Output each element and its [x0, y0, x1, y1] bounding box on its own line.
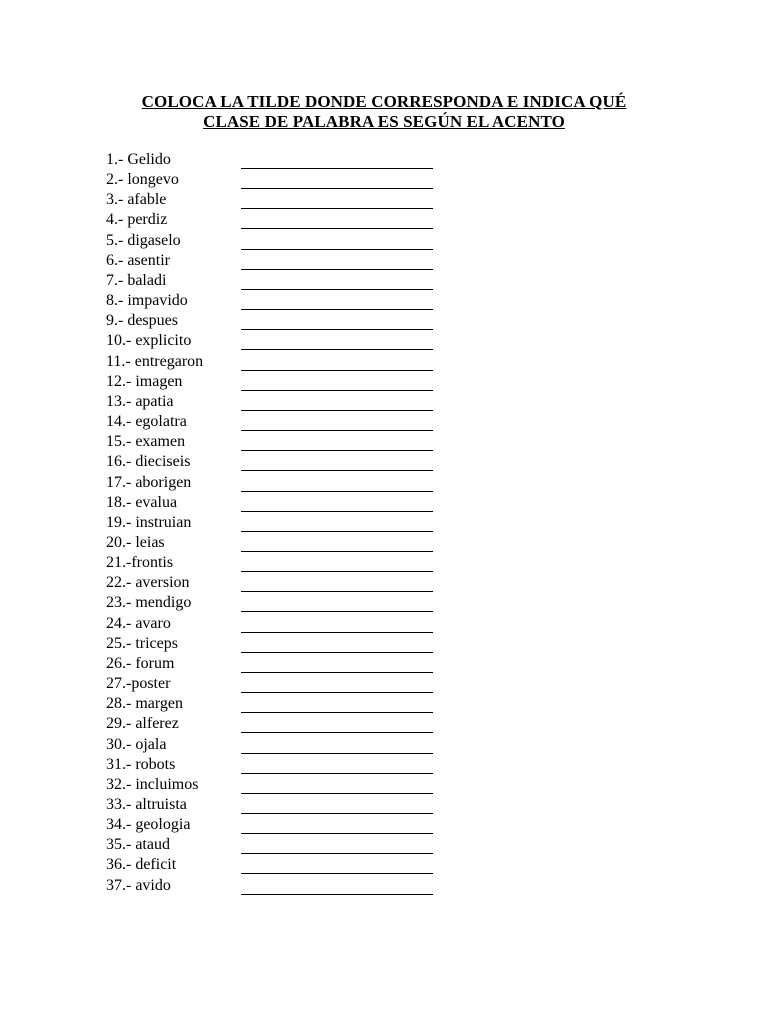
word-label: 29.- alferez	[106, 715, 179, 733]
answer-blank-line[interactable]	[241, 271, 433, 290]
word-label: 1.- Gelido	[106, 151, 171, 168]
answer-blank-line[interactable]	[241, 654, 433, 673]
word-label: 36.- deficit	[106, 856, 177, 874]
word-label: 21.-frontis	[106, 554, 174, 572]
word-list	[106, 150, 446, 896]
word-label: 8.- impavido	[106, 292, 188, 310]
answer-blank-line[interactable]	[241, 855, 433, 874]
list-item	[106, 876, 446, 896]
word-label: 14.- egolatra	[106, 413, 187, 431]
list-item	[106, 392, 446, 412]
word-label: 35.- ataud	[106, 836, 170, 854]
document-title-line-2: CLASE DE PALABRA ES SEGÚN EL ACENTO	[203, 112, 565, 131]
word-label: 23.- mendigo	[106, 594, 192, 612]
word-label: 25.- triceps	[106, 634, 178, 652]
answer-blank-line[interactable]	[241, 614, 433, 633]
list-item	[106, 855, 446, 875]
word-label: 37.- avido	[106, 876, 171, 894]
answer-blank-line[interactable]	[241, 876, 433, 895]
list-item	[106, 432, 446, 452]
list-item	[106, 190, 446, 210]
word-label: 13.- apatia	[106, 392, 174, 410]
list-item	[106, 271, 446, 291]
list-item	[106, 251, 446, 271]
word-label: 11.- entregaron	[106, 352, 204, 370]
answer-blank-line[interactable]	[241, 432, 433, 451]
list-item	[106, 452, 446, 472]
word-label: 27.-poster	[106, 675, 171, 693]
word-label: 26.- forum	[106, 654, 175, 672]
list-item	[106, 694, 446, 714]
word-label: 10.- explicito	[106, 332, 192, 350]
list-item	[106, 755, 446, 775]
list-item	[106, 311, 446, 331]
list-item	[106, 331, 446, 351]
word-label: 9.- despues	[106, 312, 178, 330]
answer-blank-line[interactable]	[241, 291, 433, 310]
answer-blank-line[interactable]	[241, 694, 433, 713]
word-label: 34.- geologia	[106, 816, 191, 834]
answer-blank-line[interactable]	[241, 593, 433, 612]
word-label: 2.- longevo	[106, 171, 179, 189]
list-item	[106, 775, 446, 795]
list-item	[106, 412, 446, 432]
list-item	[106, 473, 446, 493]
word-label: 6.- asentir	[106, 251, 170, 269]
answer-blank-line[interactable]	[241, 573, 433, 592]
word-label: 32.- incluimos	[106, 775, 199, 793]
answer-blank-line[interactable]	[241, 231, 433, 250]
word-label: 31.- robots	[106, 755, 176, 773]
word-label: 18.- evalua	[106, 493, 178, 511]
answer-blank-line[interactable]	[241, 674, 433, 693]
answer-blank-line[interactable]	[241, 473, 433, 492]
list-item	[106, 835, 446, 855]
answer-blank-line[interactable]	[241, 190, 433, 209]
list-item	[106, 553, 446, 573]
answer-blank-line[interactable]	[241, 392, 433, 411]
answer-blank-line[interactable]	[241, 835, 433, 854]
word-label: 15.- examen	[106, 433, 186, 451]
list-item	[106, 674, 446, 694]
answer-blank-line[interactable]	[241, 331, 433, 350]
list-item	[106, 573, 446, 593]
list-item	[106, 513, 446, 533]
word-label: 30.- ojala	[106, 735, 167, 753]
list-item	[106, 291, 446, 311]
word-label: 20.- leias	[106, 533, 165, 551]
answer-blank-line[interactable]	[241, 775, 433, 794]
list-item	[106, 795, 446, 815]
word-label: 24.- avaro	[106, 614, 171, 632]
list-item	[106, 735, 446, 755]
document-title-line-1: COLOCA LA TILDE DONDE CORRESPONDA E INDICA QUÉ	[141, 92, 627, 111]
list-item	[106, 714, 446, 734]
answer-blank-line[interactable]	[241, 493, 433, 512]
answer-blank-line[interactable]	[241, 533, 433, 552]
list-item	[106, 170, 446, 190]
answer-blank-line[interactable]	[241, 795, 433, 814]
list-item	[106, 614, 446, 634]
answer-blank-line[interactable]	[241, 735, 433, 754]
list-item	[106, 593, 446, 613]
answer-blank-line[interactable]	[241, 372, 433, 391]
word-label: 22.- aversion	[106, 574, 190, 592]
list-item	[106, 352, 446, 372]
list-item	[106, 634, 446, 654]
word-label: 7.- baladi	[106, 271, 167, 289]
word-label: 16.- dieciseis	[106, 453, 191, 471]
answer-blank-line[interactable]	[241, 714, 433, 733]
list-item	[106, 654, 446, 674]
answer-blank-line[interactable]	[241, 150, 433, 169]
list-item	[106, 493, 446, 513]
answer-blank-line[interactable]	[241, 170, 433, 189]
list-item	[106, 372, 446, 392]
list-item	[106, 231, 446, 251]
answer-blank-line[interactable]	[241, 553, 433, 572]
list-item	[106, 533, 446, 553]
answer-blank-line[interactable]	[241, 513, 433, 532]
answer-blank-line[interactable]	[241, 352, 433, 371]
list-item	[106, 210, 446, 230]
word-label: 17.- aborigen	[106, 473, 192, 491]
answer-blank-line[interactable]	[241, 452, 433, 471]
word-label: 3.- afable	[106, 191, 167, 209]
word-label: 33.- altruista	[106, 796, 187, 813]
word-label: 5.- digaselo	[106, 231, 181, 249]
word-label: 28.- margen	[106, 695, 184, 713]
answer-blank-line[interactable]	[241, 311, 433, 330]
answer-blank-line[interactable]	[241, 815, 433, 834]
answer-blank-line[interactable]	[241, 412, 433, 431]
answer-blank-line[interactable]	[241, 755, 433, 774]
list-item	[106, 150, 446, 170]
list-item	[106, 815, 446, 835]
answer-blank-line[interactable]	[241, 210, 433, 229]
word-label: 4.- perdiz	[106, 211, 168, 229]
answer-blank-line[interactable]	[241, 251, 433, 270]
word-label: 12.- imagen	[106, 372, 183, 390]
answer-blank-line[interactable]	[241, 634, 433, 653]
word-label: 19.- instruian	[106, 513, 192, 531]
